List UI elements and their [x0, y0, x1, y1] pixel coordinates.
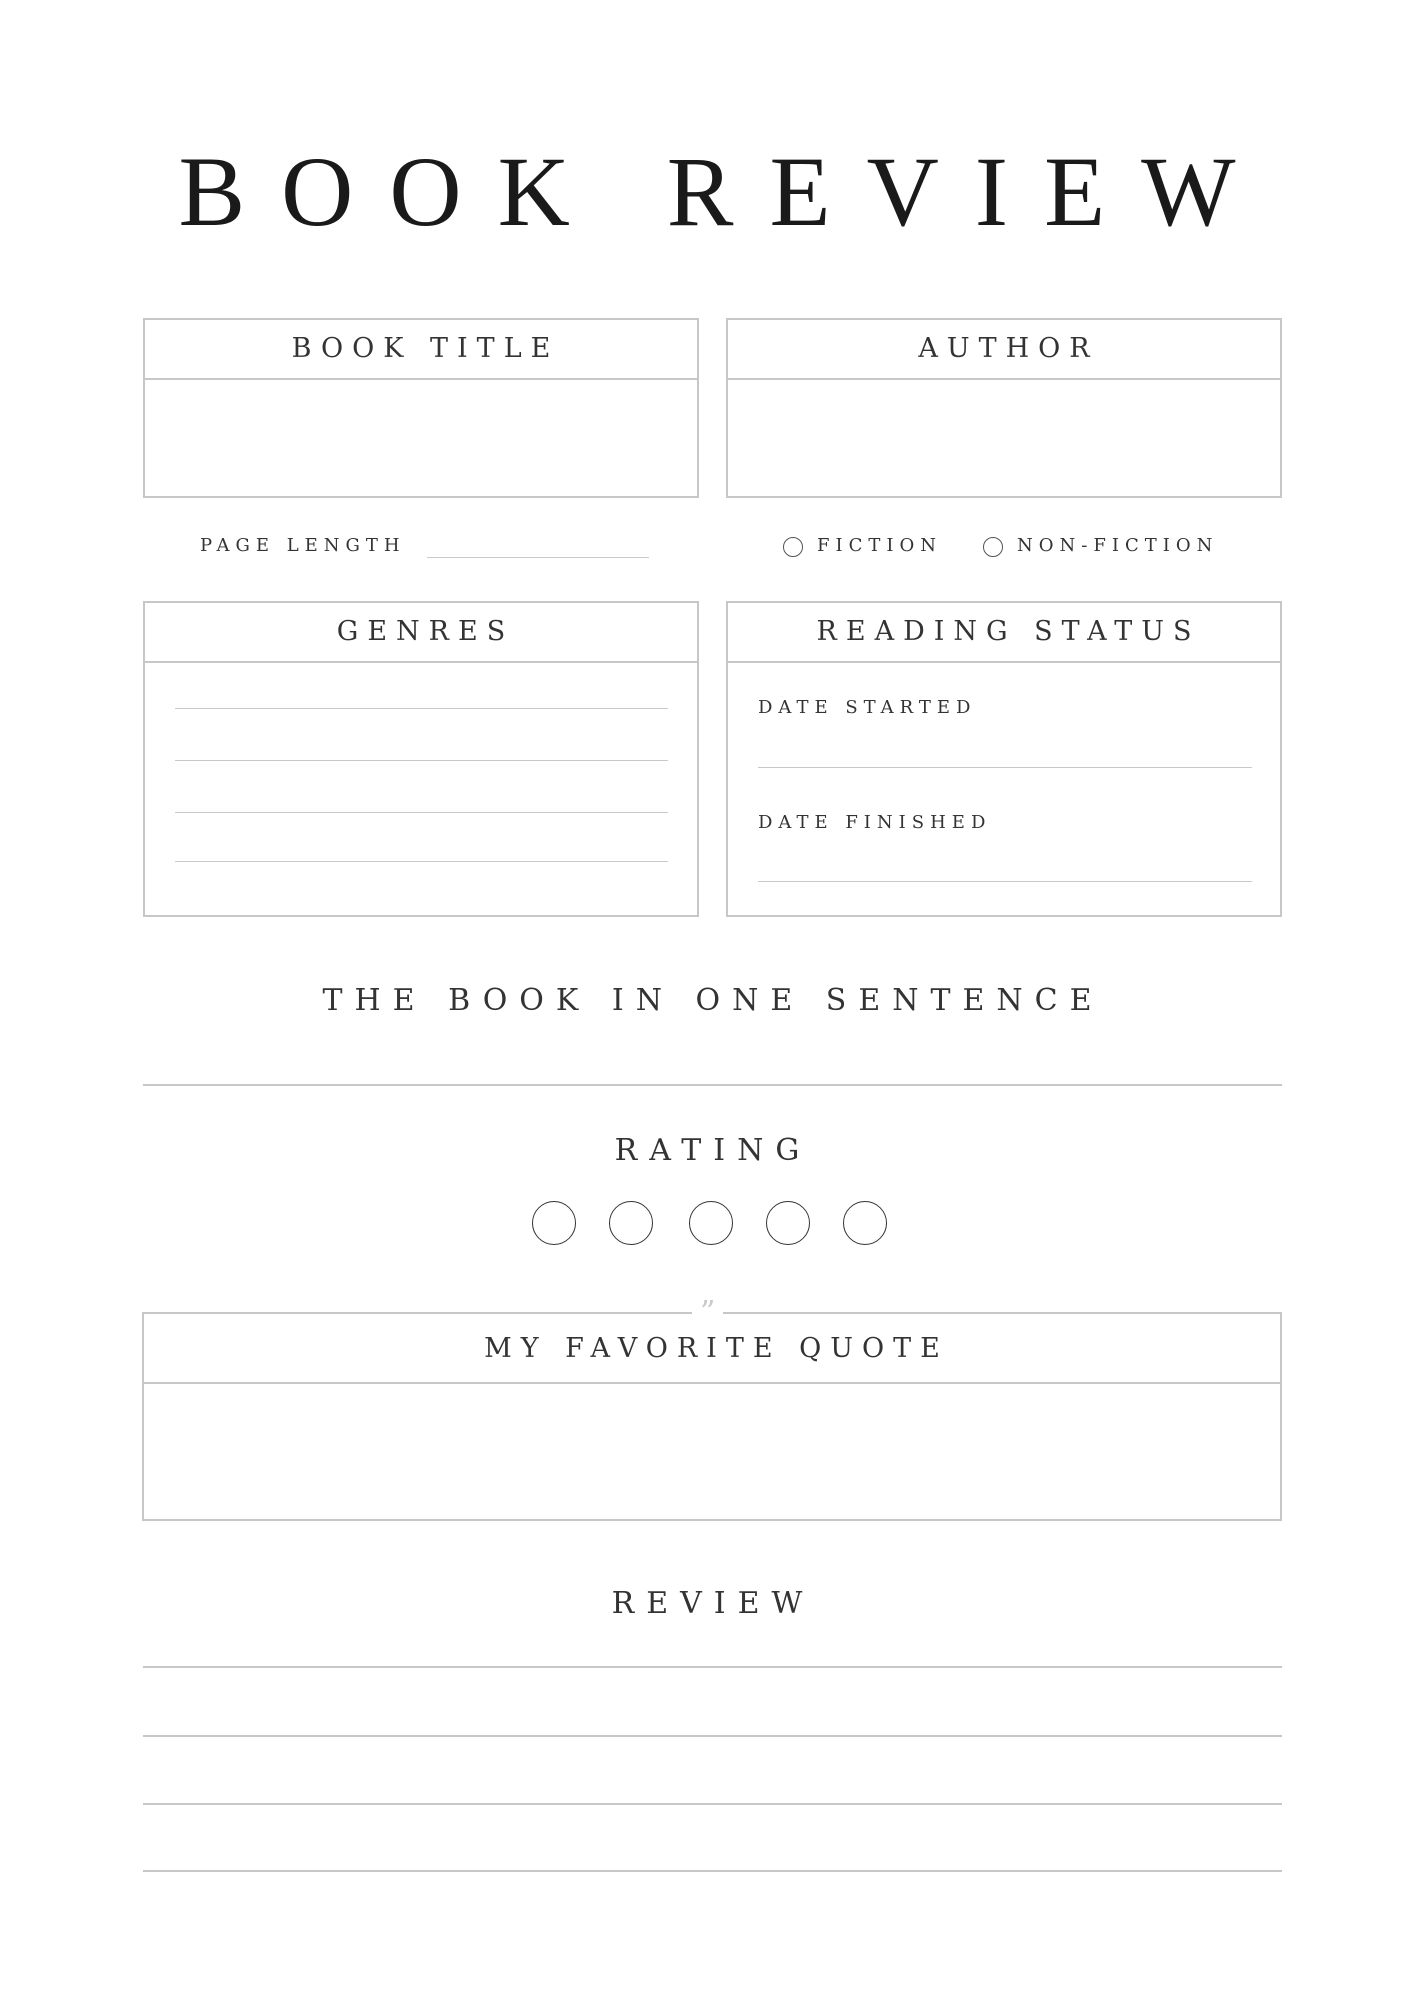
quote-mark-icon: ” — [692, 1298, 723, 1328]
genre-line[interactable] — [175, 861, 668, 862]
review-label: REVIEW — [611, 1586, 815, 1621]
date-started-field[interactable] — [758, 767, 1252, 768]
favorite-quote-box — [142, 1312, 1282, 1521]
review-line[interactable] — [143, 1803, 1282, 1805]
rating-circle-5[interactable] — [843, 1201, 887, 1245]
author-label: AUTHOR — [728, 320, 1280, 380]
date-started-label: DATE STARTED — [758, 697, 977, 718]
favorite-quote-field[interactable] — [144, 1384, 1280, 1519]
reading-status-box — [726, 601, 1282, 917]
genre-line[interactable] — [175, 760, 668, 761]
genres-box — [143, 601, 699, 917]
book-title-box — [143, 318, 699, 498]
one-sentence-label: THE BOOK IN ONE SENTENCE — [322, 983, 1104, 1018]
genres-label: GENRES — [145, 603, 697, 663]
review-line[interactable] — [143, 1666, 1282, 1668]
rating-circle-2[interactable] — [609, 1201, 653, 1245]
author-box — [726, 318, 1282, 498]
book-title-label: BOOK TITLE — [145, 320, 697, 380]
page-length-field[interactable] — [427, 557, 649, 558]
fiction-label: FICTION — [817, 535, 942, 556]
review-line[interactable] — [143, 1735, 1282, 1737]
rating-circle-3[interactable] — [689, 1201, 733, 1245]
rating-label: RATING — [614, 1133, 812, 1168]
favorite-quote-label: MY FAVORITE QUOTE — [144, 1314, 1280, 1384]
date-finished-label: DATE FINISHED — [758, 812, 992, 833]
fiction-radio[interactable] — [783, 537, 803, 557]
date-finished-field[interactable] — [758, 881, 1252, 882]
rating-circle-4[interactable] — [766, 1201, 810, 1245]
page-length-label: PAGE LENGTH — [200, 535, 406, 556]
reading-status-label: READING STATUS — [728, 603, 1280, 663]
page-title: BOOK REVIEW — [178, 136, 1272, 247]
one-sentence-field[interactable] — [143, 1084, 1282, 1086]
review-line[interactable] — [143, 1870, 1282, 1872]
book-title-field[interactable] — [145, 380, 697, 496]
non-fiction-radio[interactable] — [983, 537, 1003, 557]
author-field[interactable] — [728, 380, 1280, 496]
rating-circle-1[interactable] — [532, 1201, 576, 1245]
genre-line[interactable] — [175, 708, 668, 709]
non-fiction-label: NON-FICTION — [1017, 535, 1219, 556]
genre-line[interactable] — [175, 812, 668, 813]
